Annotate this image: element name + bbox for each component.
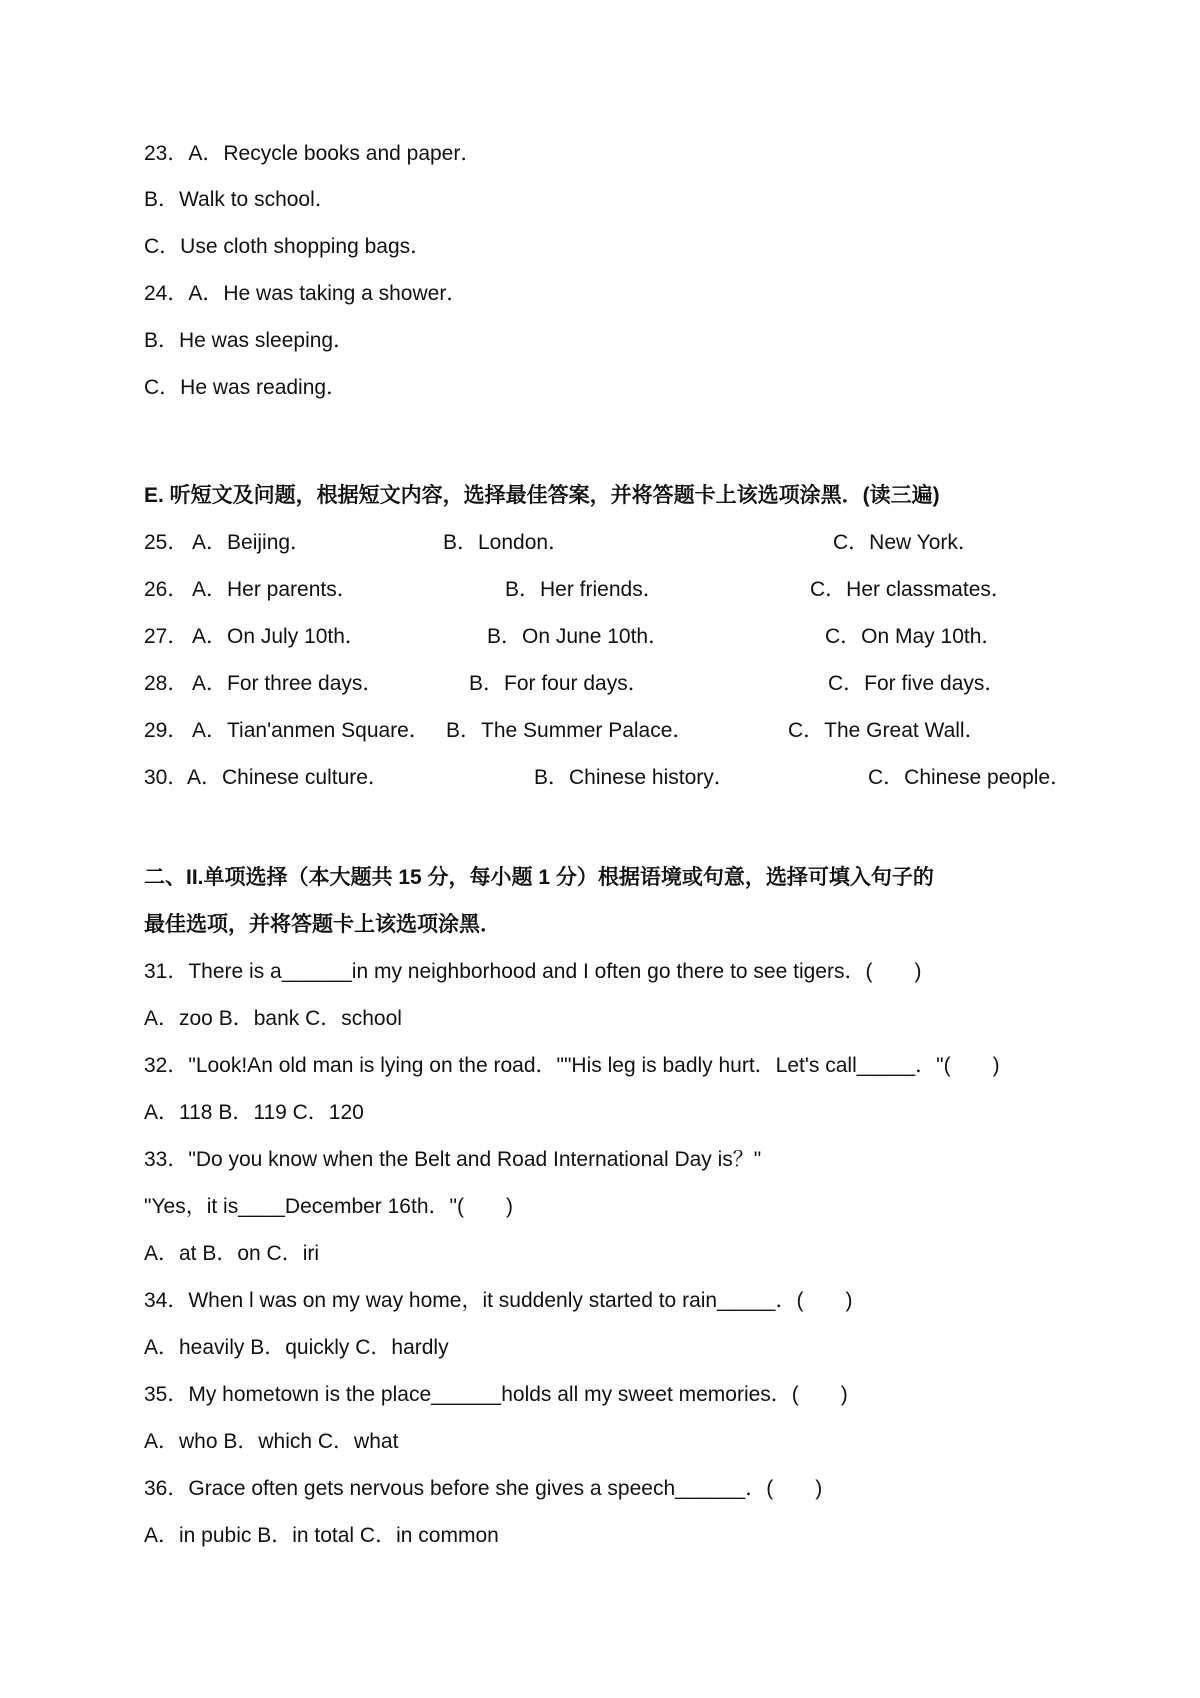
q30-number: 30． (144, 766, 189, 789)
q36-stem: 36．Grace often gets nervous before she gives a speech______．( ) (144, 1477, 823, 1500)
q34-options: A．heavily B．quickly C．hardly (144, 1336, 449, 1359)
q27-number: 27． (144, 625, 189, 648)
q32-options: A．118 B．119 C．120 (144, 1101, 364, 1124)
q29-option-c: C．The Great Wall． (788, 719, 986, 742)
q26-option-b: B．Her friends． (505, 578, 664, 601)
section-ii-heading-line2: 最佳选项，并将答题卡上该选项涂黑． (144, 913, 501, 936)
q28-number: 28． (144, 672, 189, 695)
q29-number: 29． (144, 719, 189, 742)
section-ii-heading-line1: 二、II.单项选择（本大题共 15 分，每小题 1 分）根据语境或句意，选择可填入句子的 (144, 866, 934, 889)
q30-option-c: C．Chinese people． (868, 766, 1072, 789)
q24-number: 24． (144, 282, 189, 305)
q25-option-a: A．Beijing． (192, 531, 312, 554)
q23-option-c: C．Use cloth shopping bags． (144, 235, 432, 258)
q33-stem-2: "Yes，it is____December 16th．"( ) (144, 1195, 513, 1218)
q35-options: A．who B．which C．what (144, 1430, 399, 1453)
q27-option-a: A．On July 10th． (192, 625, 366, 648)
q24-option-b: B．He was sleeping． (144, 329, 355, 352)
q24-line-a (144, 280, 467, 308)
q34-stem: 34．When l was on my way home，it suddenly started to rain_____．( ) (144, 1289, 853, 1312)
q24-option-c: C．He was reading． (144, 376, 348, 399)
q35-stem: 35．My hometown is the place______holds all my sweet memories．( ) (144, 1383, 848, 1406)
q31-stem: 31．There is a______in my neighborhood and I often go there to see tigers．( ) (144, 960, 922, 983)
q29-option-a: A．Tian'anmen Square． (192, 719, 430, 742)
q32-stem: 32．"Look!An old man is lying on the road．""His leg is badly hurt．Let's call_____．"( ) (144, 1054, 1000, 1077)
q27-option-c: C．On May 10th． (825, 625, 1003, 648)
q33-stem: 33．"Do you know when the Belt and Road International Day is？" (144, 1148, 762, 1171)
q26-option-a: A．Her parents． (192, 578, 358, 601)
q25-option-b: B．London． (443, 531, 570, 554)
q26-option-c: C．Her classmates． (810, 578, 1012, 601)
q36-options: A．in pubic B．in total C．in common (144, 1524, 499, 1547)
q28-option-a: A．For three days． (192, 672, 384, 695)
q23-number: 23． (144, 142, 189, 165)
q23-option-b: B．Walk to school． (144, 188, 336, 211)
q25-option-c: C．New York． (833, 531, 979, 554)
q29-option-b: B．The Summer Palace． (446, 719, 694, 742)
section-e-heading: E. 听短文及问题，根据短文内容，选择最佳答案，并将答题卡上该选项涂黑．(读三遍) (144, 484, 940, 507)
q30-option-b: B．Chinese history． (534, 766, 735, 789)
q30-option-a: A．Chinese culture． (187, 766, 389, 789)
q33-options: A．at B．on C．iri (144, 1242, 320, 1265)
q23-option-a: A．Recycle books and paper． (188, 142, 482, 165)
q27-option-b: B．On June 10th． (487, 625, 670, 648)
q28-option-b: B．For four days． (469, 672, 649, 695)
q23-line-a (144, 140, 481, 168)
q25-number: 25． (144, 531, 189, 554)
q24-option-a: A．He was taking a shower． (188, 282, 468, 305)
q26-number: 26． (144, 578, 189, 601)
q31-options: A．zoo B．bank C．school (144, 1007, 402, 1030)
q28-option-c: C．For five days． (828, 672, 1006, 695)
